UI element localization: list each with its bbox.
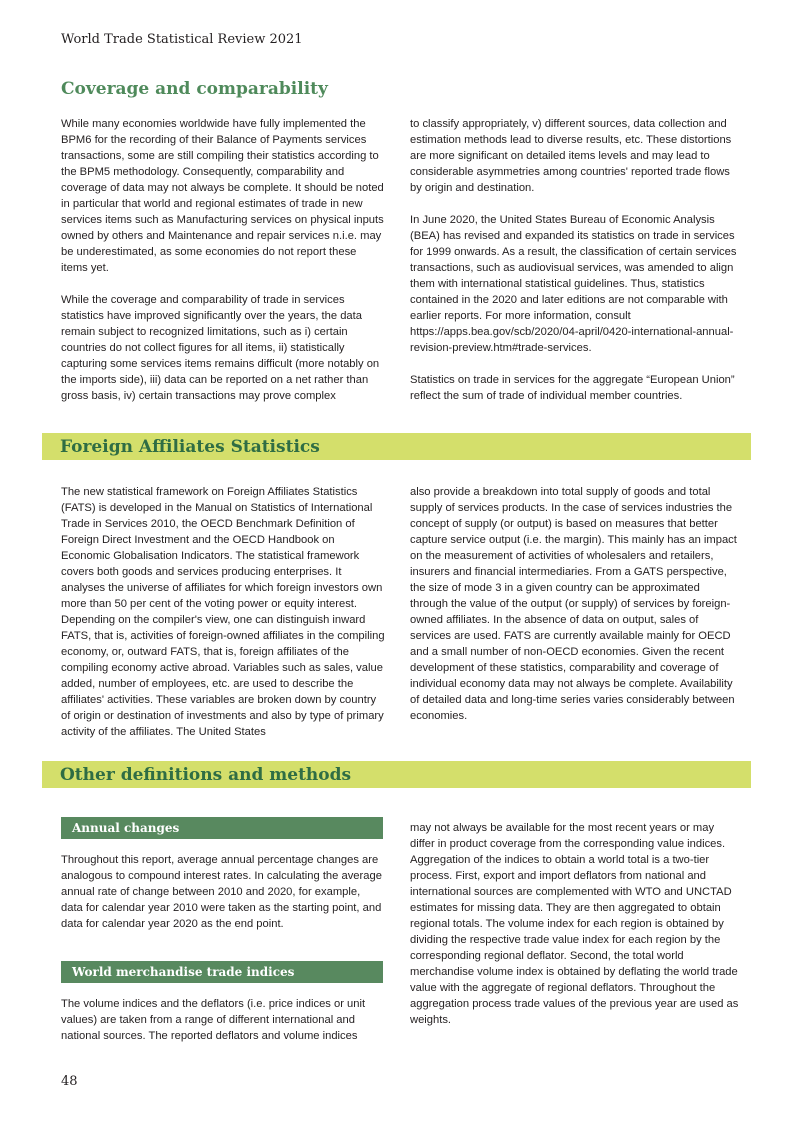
other-heading: Other definitions and methods bbox=[60, 765, 352, 785]
paragraph: While many economies worldwide have fully implemented the BPM6 for the recording of their Balance of Payments services transactions, some are still compiling their statistics according to the BPM5 methodology. Consequently, comparability and coverage of data may not always be complete. It should be noted in particular that world and regional estimates of trade in new services items such as Manufacturing services on physical inputs owned by others and Maintenance and repair services n.i.e. may be underestimated, as some economies do not report these items yet. bbox=[61, 118, 384, 274]
other-banner bbox=[42, 761, 751, 788]
merch-indices-subheading: World merchandise trade indices bbox=[61, 961, 383, 983]
fats-left-column bbox=[61, 484, 385, 740]
annual-changes-subheading: Annual changes bbox=[61, 817, 383, 839]
paragraph: While the coverage and comparability of trade in services statistics have improved significantly over the years, the data remain subject to recognized limitations, such as i) certain countries do not collect figures for all items, ii) statistically capturing some services items remains difficult (more notably on the imports side), iii) data can be reported on a net rather than gross basis, iv) certain transactions may prove complex bbox=[61, 294, 380, 402]
paragraph: In June 2020, the United States Bureau of Economic Analysis (BEA) has revised and expanded its statistics on trade in services for 1999 onwards. As a result, the classification of certain services transactions, such as audiovisual services, was amended to align them with international statistical guidelines. Thus, statistics contained in the 2020 and later editions are not comparable with earlier reports. For more information, consult https://apps.bea.gov/scb/2020/04-april/0420-international-annual-revision-preview.htm#trade-services. bbox=[410, 214, 737, 354]
merch-indices-text bbox=[61, 996, 385, 1044]
page-number: 48 bbox=[61, 1074, 78, 1089]
paragraph: to classify appropriately, v) different sources, data collection and estimation methods lead to diverse results, etc. These distortions are more significant on detailed items levels and may lead to considerable asymmetries among countries' reported trade flows by origin and destination. bbox=[410, 118, 732, 194]
coverage-left-column bbox=[61, 116, 385, 404]
fats-banner bbox=[42, 433, 751, 460]
coverage-heading: Coverage and comparability bbox=[61, 79, 328, 99]
fats-heading: Foreign Affiliates Statistics bbox=[60, 437, 320, 457]
fats-right-column bbox=[410, 484, 740, 724]
paragraph: Throughout this report, average annual percentage changes are analogous to compound interest rates. In calculating the average annual rate of change between 2010 and 2020, for example, data for calendar year 2010 were taken as the starting point, and data for calendar year 2020 as the end point. bbox=[61, 854, 382, 930]
paragraph: The volume indices and the deflators (i.e. price indices or unit values) are taken from a range of different international and national sources. The reported deflators and volume indices bbox=[61, 998, 366, 1042]
paragraph: Statistics on trade in services for the aggregate “European Union” reflect the sum of trade of individual member countries. bbox=[410, 374, 735, 402]
other-right-column bbox=[410, 820, 740, 1028]
coverage-right-column bbox=[410, 116, 740, 404]
paragraph: The new statistical framework on Foreign Affiliates Statistics (FATS) is developed in the Manual on Statistics of International Trade in Services 2010, the OECD Benchmark Definition of Foreign Direct Investment and the OECD Handbook on Economic Globalisation Indicators. The statistical framework covers both goods and services producing enterprises. It analyses the universe of affiliates for which foreign investors own more than 50 per cent of the voting power or equity interest. Depending on the compiler's view, one can distinguish inward FATS, that is, activities of foreign-owned affiliates in the compiling economy, or, outward FATS, that is, foreign affiliates of the compiling economy active abroad. Variables such as sales, value added, number of employees, etc. are used to describe the affiliates' activities. These variables are broken down by country of origin or destination of investments and also by type of primary activity of the affiliates. The United States bbox=[61, 486, 385, 738]
running-head: World Trade Statistical Review 2021 bbox=[61, 32, 303, 47]
paragraph: may not always be available for the most recent years or may differ in product coverage from the corresponding value indices. Aggregation of the indices to obtain a world total is a two-tier process. First, export and import deflators from national and international sources are complemented with WTO and UNCTAD estimates for missing data. They are then aggregated to obtain regional totals. The volume index for each region is obtained by dividing the respective trade value index for each region by the corresponding regional deflator. Second, the total world merchandise volume index is obtained by deflating the world trade value with the aggregate of regional deflators. Throughout the aggregation process trade values of the previous year are used as weights. bbox=[410, 822, 739, 1026]
paragraph: also provide a breakdown into total supply of goods and total supply of services products. In the case of services industries the concept of supply (or output) is based on measures that better capture service output (i.e. the margin). This mainly has an impact on the measurement of activities of wholesalers and retailers, insurers and financial intermediaries. From a GATS perspective, the size of mode 3 in a given country can be approximated through the value of the output (or supply) of services by foreign-owned affiliates. In the absence of data on output, sales of services are used. FATS are currently available mainly for OECD and a small number of non-OECD economies. Given the recent development of these statistics, comparability and coverage of individual economy data may not always be complete. Availability of detailed data and long-time series varies considerably between economies. bbox=[410, 486, 737, 722]
annual-changes-text bbox=[61, 852, 385, 932]
